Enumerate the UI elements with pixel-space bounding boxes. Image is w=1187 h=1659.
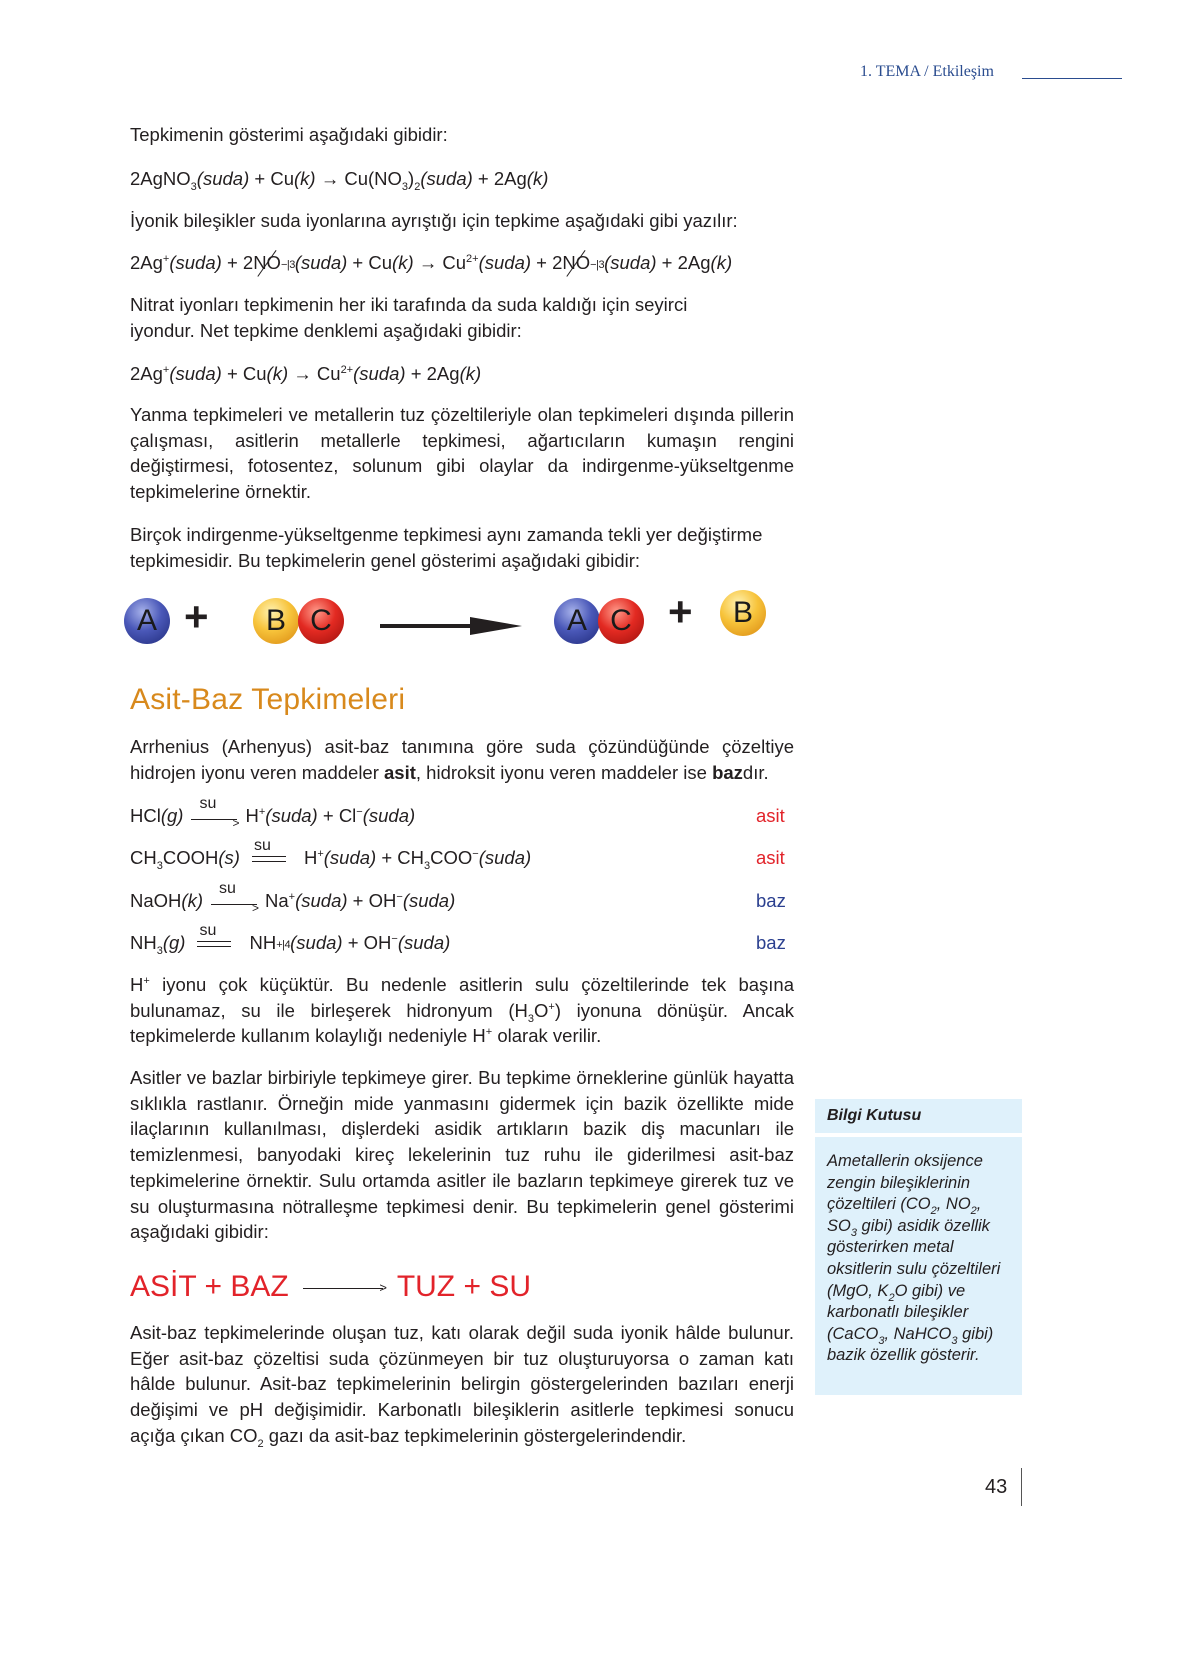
text-run: (suda): [169, 252, 222, 273]
paragraph-neutralization: [130, 1065, 794, 1245]
text-run: + 2Ag: [472, 168, 527, 189]
reaction-row: [130, 837, 830, 872]
text-run: O: [533, 999, 549, 1021]
atom-a: A: [124, 598, 170, 644]
text-run: 3: [190, 181, 197, 193]
text-run: → Cu(NO: [315, 168, 402, 189]
plus-sign: +: [184, 593, 209, 640]
text-run: NO: [253, 250, 281, 276]
reaction-arrow-head: [470, 617, 522, 635]
charge-and-subscript: +|4: [276, 939, 291, 951]
text-run: O gibi) ve karbonatlı bileşikler (CaCO: [827, 1281, 969, 1343]
general-products: TUZ + SU: [396, 1270, 531, 1303]
text-run: (suda): [362, 805, 416, 826]
paragraph-ionic: [130, 208, 830, 234]
text-run: dır.: [742, 761, 769, 783]
text-run: olarak verilir.: [492, 1025, 602, 1047]
reaction-row: [130, 795, 830, 831]
text-run: 2: [970, 1205, 977, 1218]
text-run: Asit-baz tepkimelerinde oluşan tuz, katı olarak değil suda iyonik hâlde bulunur. Eğer asit-baz çözeltisi suda çözünmeyen bir tuz oluşturuyorsa o zaman katı hâlde bulunur. Asit-baz tepkimelerinin belirgin göstergelerinden bazıları enerji değişimi ve pH değişimidir. Karbonatlı bileşiklerin asitlerle tepkimesi sonucu açığa çıkan CO: [130, 1322, 794, 1446]
text-run: asit: [384, 761, 416, 783]
text-run: (suda): [294, 252, 348, 273]
info-box: [815, 1137, 1022, 1395]
products: [303, 847, 532, 872]
paragraph-hydronium: [130, 972, 794, 1049]
text-run: , SO: [827, 1195, 982, 1235]
page-number-rule: [1021, 1468, 1022, 1506]
atom-a: A: [554, 598, 600, 644]
text-run: İyonik bileşikler suda iyonlarına ayrıştığı için tepkime aşağıdaki gibi yazılır:: [130, 210, 738, 231]
text-run: 3: [850, 1226, 857, 1239]
text-run: , hidroksit iyonu veren maddeler ise: [415, 761, 713, 783]
reactant: [130, 805, 183, 826]
text-run: +: [143, 975, 150, 987]
text-run: H: [303, 847, 318, 868]
text-run: (suda): [353, 363, 406, 384]
general-equation: [130, 1270, 531, 1304]
text-run: (k): [526, 168, 549, 189]
text-run: NO: [562, 250, 590, 276]
text-run: (k): [293, 168, 316, 189]
text-run: + 2Ag: [405, 363, 460, 384]
text-run: (k): [459, 363, 482, 384]
text-run: +: [288, 891, 296, 903]
text-run: + Cl: [317, 805, 357, 826]
text-run: CH: [130, 847, 157, 868]
text-run: gibi) asidik özellik gösterirken metal oksitlerin sulu çözeltileri (MgO, K: [827, 1216, 1001, 1300]
text-run: + Cu: [249, 168, 294, 189]
charge-and-subscript: −|3: [280, 259, 295, 271]
text-run: nötralleşme tepkimesi: [282, 1195, 465, 1217]
text-run: Nitrat iyonları tepkimenin her iki tarafında da suda kaldığı için seyirci: [130, 294, 688, 315]
text-run: ): [408, 168, 415, 189]
classification-label: asit: [756, 805, 785, 826]
equation-net-ionic: [130, 361, 794, 387]
text-run: Na: [264, 890, 289, 911]
paragraph-intro: [130, 122, 794, 148]
text-run: COO: [430, 847, 473, 868]
text-run: (suda): [295, 890, 348, 911]
text-run: 2+: [466, 253, 479, 265]
reactant: [130, 890, 203, 911]
text-run: (suda): [604, 252, 657, 273]
equilibrium-arrow-icon: [252, 837, 286, 869]
text-run: H: [130, 974, 144, 995]
reaction-row: [130, 922, 830, 957]
text-run: Arrhenius (Arhenyus) asit-baz tanımına göre suda çözündüğünde çözeltiye hidrojen iyonu veren maddeler: [130, 736, 794, 783]
text-run: H: [245, 805, 259, 826]
text-run: (suda): [402, 890, 456, 911]
text-run: + Cu: [347, 252, 393, 273]
text-run: + Cu: [221, 363, 267, 384]
atom-c: C: [598, 598, 644, 644]
text-run: (suda): [323, 847, 377, 868]
text-run: iyonu çok küçüktür. Bu nedenle asitlerin sulu çözeltilerinde tek başına bulunamaz, su ile birleşerek hidronyum (H: [130, 974, 794, 1021]
text-run: NH: [130, 932, 157, 953]
reactant: [130, 932, 186, 957]
text-run: Tepkimenin gösterimi aşağıdaki gibidir:: [130, 124, 448, 145]
text-run: (k): [392, 252, 414, 273]
text-run: 2: [888, 1291, 895, 1304]
arrow-label: su: [253, 837, 271, 855]
classification-label: asit: [756, 847, 785, 868]
text-run: , NaHCO: [884, 1324, 952, 1343]
paragraph-arrhenius: [130, 734, 794, 785]
text-run: (k): [710, 252, 733, 273]
text-run: 3: [878, 1334, 885, 1347]
atom-b: B: [253, 598, 299, 644]
text-run: +: [485, 1026, 493, 1039]
products: [265, 890, 455, 911]
charge-and-subscript: −|3: [590, 259, 605, 271]
text-run: +: [548, 1000, 555, 1013]
text-run: 3: [156, 945, 163, 957]
reaction-row: [130, 880, 830, 916]
text-run: + 2: [531, 252, 563, 273]
text-run: , NO: [936, 1195, 971, 1214]
text-run: 3: [527, 1012, 534, 1025]
text-run: 3: [156, 860, 163, 872]
text-run: + OH: [342, 932, 392, 953]
paragraph-single-replacement: [130, 522, 794, 573]
general-reactants: ASİT + BAZ: [130, 1270, 289, 1303]
arrow-icon: su >: [191, 807, 237, 827]
page-number: 43: [985, 1476, 1008, 1498]
info-box-text: [815, 1137, 1022, 1367]
text-run: → Cu: [288, 363, 341, 384]
text-run: iyondur. Net tepkime denklemi aşağıdaki gibidir:: [130, 319, 522, 341]
text-run: Yanma tepkimeleri ve metallerin tuz çözeltileriyle olan tepkimeleri dışında pillerin çalışması, asitlerin metallerle tepkimesi, ağartıcıların kumaşın rengini değiştirmesi, fotosentez, solunum gibi olaylar da indirgenme-yükseltgenme tepkimelerine örnektir.: [130, 404, 794, 503]
plus-sign: +: [668, 588, 693, 635]
text-run: HCl: [130, 805, 161, 826]
arrow-label: su: [199, 922, 217, 940]
atom-b: B: [720, 590, 766, 636]
text-run: −: [391, 933, 398, 945]
text-run: 2+: [340, 364, 354, 376]
arrow-label: su: [199, 795, 217, 813]
text-run: denir. Bu tepkimelerin genel gösterimi aşağıdaki gibidir:: [130, 1195, 794, 1243]
products: [245, 805, 415, 826]
products: [249, 932, 450, 953]
text-run: +: [317, 848, 324, 860]
paragraph-spectator: [130, 292, 794, 343]
text-run: COOH: [162, 847, 219, 868]
text-run: Asitler ve bazlar birbiriyle tepkimeye girer. Bu tepkime örneklerine günlük hayatta sıklıkla rastlanır. Örneğin mide yanmasını gidermek için bazik özellikte mide ilaçlarının kullanılması, dişlerdeki asidik artıkların bazik diş macunları ile temizlenmesi, banyodaki kireç lekelerinin tuz ruhu ile giderilmesi asit-baz tepkimelerine örnektir. Sulu ortamda asitler ile bazların tepkimeye girerek tuz ve su oluşturmasına: [130, 1067, 794, 1217]
equation-ionic: [130, 250, 830, 276]
text-run: gazı da asit-baz tepkimelerinin göstergelerindendir.: [263, 1424, 687, 1446]
text-run: (s): [218, 847, 240, 868]
text-run: + CH: [376, 847, 425, 868]
section-heading: Asit-Baz Tepkimeleri: [130, 683, 406, 716]
text-run: (g): [162, 932, 186, 953]
info-box-header: [815, 1099, 1022, 1133]
info-box-title: Bilgi Kutusu: [827, 1107, 922, 1124]
text-run: + OH: [347, 890, 397, 911]
text-run: ) iyonuna dönüşür. Ancak tepkimelerde kullanım kolaylığı nedeniyle H: [130, 999, 794, 1047]
text-run: −: [396, 891, 403, 903]
text-run: 2: [930, 1205, 937, 1218]
text-run: 2Ag: [130, 252, 163, 273]
text-run: −: [356, 806, 363, 818]
text-run: (suda): [397, 932, 451, 953]
paragraph-redox-examples: [130, 402, 794, 505]
text-run: (k): [266, 363, 289, 384]
text-run: tepkimesidir. Bu tepkimelerin genel gösterimi aşağıdaki gibidir:: [130, 549, 641, 571]
text-run: (suda): [169, 363, 222, 384]
text-run: 3: [401, 181, 409, 193]
text-run: (suda): [290, 932, 343, 953]
text-run: (suda): [196, 168, 250, 189]
text-run: NH: [249, 932, 277, 953]
text-run: 2: [257, 1437, 264, 1450]
text-run: + 2: [221, 252, 254, 273]
chapter-header: 1. TEMA / Etkileşim: [860, 63, 994, 80]
text-run: Ametallerin oksijence zengin bileşiklerinin çözeltileri (CO: [827, 1152, 983, 1214]
classification-label: baz: [756, 890, 786, 911]
text-run: NaOH: [130, 890, 182, 911]
text-run: 2AgNO: [130, 168, 191, 189]
reactant: [130, 847, 240, 872]
text-run: 3: [951, 1334, 958, 1347]
arrow-icon: su >: [211, 892, 257, 912]
text-run: +: [162, 364, 170, 376]
atom-c: C: [298, 598, 344, 644]
classification-label: baz: [756, 932, 786, 953]
text-run: Birçok indirgenme-yükseltgenme tepkimesi aynı zamanda tekli yer değiştirme: [130, 524, 763, 545]
text-run: 2: [414, 181, 421, 193]
text-run: (k): [181, 890, 203, 911]
paragraph-salt: [130, 1320, 794, 1449]
text-run: 3: [424, 860, 431, 872]
equilibrium-arrow-icon: [197, 922, 231, 954]
text-run: (suda): [420, 168, 473, 189]
text-run: + 2Ag: [656, 252, 711, 273]
equation-molecular: [130, 166, 794, 192]
header-rule: [1022, 78, 1122, 79]
text-run: (suda): [478, 252, 532, 273]
arrow-label: su: [218, 880, 236, 898]
text-run: baz: [712, 761, 743, 783]
text-run: (suda): [265, 805, 318, 826]
text-run: +: [258, 806, 266, 818]
text-run: +: [162, 253, 170, 265]
text-run: 2Ag: [130, 363, 163, 384]
text-run: −: [472, 848, 479, 860]
text-run: gibi) bazik özellik gösterir.: [827, 1324, 994, 1365]
text-run: (suda): [478, 847, 532, 868]
arrow-icon: >: [303, 1288, 383, 1289]
text-run: → Cu: [413, 252, 467, 273]
text-run: (g): [160, 805, 184, 826]
